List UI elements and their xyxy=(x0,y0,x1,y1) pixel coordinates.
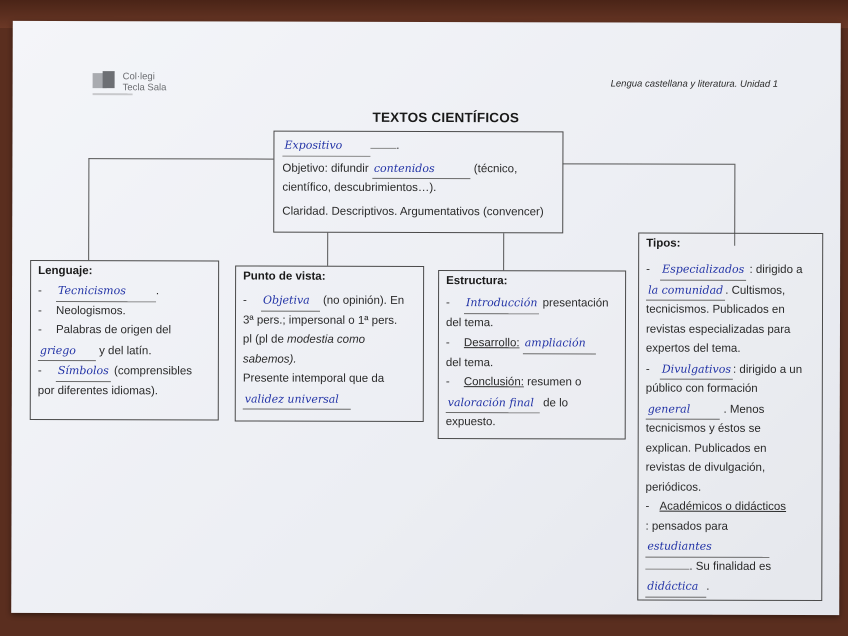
text-line: Presente intemporal que da xyxy=(242,372,385,385)
handwritten-answer: Introducción xyxy=(464,293,539,314)
course-header: Lengua castellana y literatura. Unidad 1 xyxy=(610,78,779,90)
punto-de-vista-box xyxy=(235,266,424,422)
list-item: - Divulgativos : dirigido a un xyxy=(646,359,815,380)
handwritten-answer: didáctica xyxy=(645,577,706,598)
central-type-row: Expositivo . xyxy=(282,136,554,157)
central-objective-row: Objetivo: difundir contenidos (técnico, xyxy=(282,158,554,179)
text-line: tecnicismos y éstos se xyxy=(645,422,761,435)
estructura-box xyxy=(438,270,626,439)
lenguaje-box xyxy=(30,260,219,420)
handwritten-answer: validez universal xyxy=(243,389,351,410)
handwritten-answer: Expositivo xyxy=(282,136,370,157)
text-line: expuesto. xyxy=(445,416,496,429)
list-item: - Académicos o didácticos xyxy=(645,500,787,513)
central-features-row: Claridad. Descriptivos. Argumentativos (convencer) xyxy=(282,205,544,218)
handwritten-answer: Divulgativos xyxy=(660,359,733,380)
handwritten-answer: Símbolos xyxy=(56,361,111,382)
school-name: Col·legi Tecla Sala xyxy=(122,71,167,94)
handwritten-answer: general xyxy=(646,399,721,420)
central-objective-row-2: científico, descubrimientos…). xyxy=(282,181,437,195)
logo-icon xyxy=(93,71,115,89)
text-line: . Su finalidad es xyxy=(645,557,814,577)
box-title: Lenguaje: xyxy=(38,264,93,278)
text-line xyxy=(243,389,416,410)
handwritten-answer: griego xyxy=(38,340,96,361)
connector-left-horizontal xyxy=(88,158,273,159)
handwritten-answer: valoración final xyxy=(446,393,540,414)
central-box xyxy=(273,131,563,234)
text-line: : pensados para xyxy=(645,520,728,533)
text-line: explican. Publicados en xyxy=(645,442,767,455)
text-line: la comunidad . Cultismos, xyxy=(646,280,815,301)
list-item: griego y del latín. xyxy=(38,340,211,361)
list-item: - Tecnicismos . xyxy=(38,281,211,302)
connector-center-right xyxy=(503,233,504,270)
text-line: 3ª pers.; impersonal o 1ª pers. xyxy=(242,314,398,327)
connector-center-left xyxy=(327,233,328,266)
list-item: por diferentes idiomas). xyxy=(37,384,158,397)
text-line: periódicos. xyxy=(645,481,702,494)
handwritten-answer: estudiantes xyxy=(645,537,769,558)
list-item: - Conclusión: resumen o xyxy=(445,376,582,389)
handwritten-answer: Objetiva xyxy=(261,291,320,312)
page-title: TEXTOS CIENTÍFICOS xyxy=(372,109,520,126)
connector-left-vertical xyxy=(88,158,89,260)
list-item: - Símbolos (comprensibles xyxy=(38,361,211,382)
school-logo xyxy=(93,71,167,93)
text-line: general . Menos xyxy=(646,399,815,420)
text-line: público con formación xyxy=(645,382,758,395)
list-item: - Palabras de origen del xyxy=(37,323,172,337)
list-item: - Introducción presentación xyxy=(446,293,618,314)
connector-right-horizontal xyxy=(562,163,734,164)
list-item: - Desarrollo: ampliación xyxy=(446,333,618,354)
handwritten-answer: la comunidad xyxy=(646,280,725,301)
handwritten-answer: Especializados xyxy=(660,260,746,281)
text-line: tecnicismos. Publicados en xyxy=(646,303,785,316)
text-line: valoración final de lo xyxy=(446,393,618,414)
text-line: pl (pl de modestia como xyxy=(242,333,366,346)
list-item: - Objetiva (no opinión). En xyxy=(243,291,416,312)
list-item: - Neologismos. xyxy=(38,304,126,317)
text-line: sabemos). xyxy=(242,353,297,366)
handwritten-answer: contenidos xyxy=(372,158,471,179)
box-title: Estructura: xyxy=(446,275,508,288)
tipos-box xyxy=(637,233,823,601)
handwritten-answer: ampliación xyxy=(523,333,596,354)
box-title: Punto de vista: xyxy=(243,270,326,283)
text-line: didáctica . xyxy=(645,577,814,598)
text-line: del tema. xyxy=(445,316,494,329)
list-item: - Especializados : dirigido a xyxy=(646,260,815,281)
text-line xyxy=(645,537,814,558)
text-line: del tema. xyxy=(445,356,494,369)
text-line: revistas especializadas para xyxy=(645,323,791,336)
text-line: expertos del tema. xyxy=(645,342,741,355)
handwritten-answer: Tecnicismos xyxy=(56,281,156,302)
worksheet-paper xyxy=(11,21,841,615)
box-title: Tipos: xyxy=(646,237,681,250)
text-line: revistas de divulgación, xyxy=(645,461,766,474)
